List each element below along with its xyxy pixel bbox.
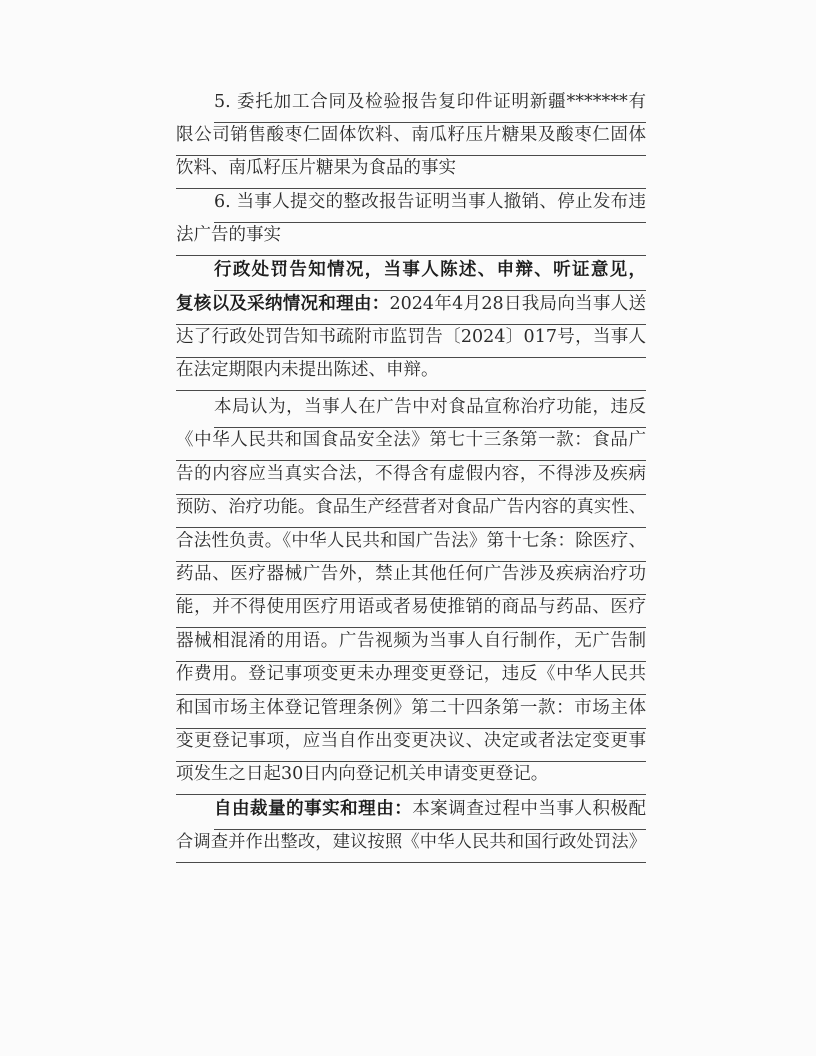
text-line-2: 限公司销售酸枣仁固体饮料、南瓜籽压片糖果及酸枣仁固体 xyxy=(176,121,646,156)
text-line-1: 5. 委托加工合同及检验报告复印件证明新疆*******有 xyxy=(214,88,646,123)
text-line-19: 和国市场主体登记管理条例》第二十四条第一款：市场主体 xyxy=(176,694,646,729)
text-line-15: 药品、医疗器械广告外，禁止其他任何广告涉及疾病治疗功 xyxy=(176,560,646,595)
text-line-14: 合法性负责。《中华人民共和国广告法》第十七条：除医疗、 xyxy=(176,527,646,562)
text-line-21: 项发生之日起30日内向登记机关申请变更登记。 xyxy=(176,760,646,795)
text-line-17: 器械相混淆的用语。广告视频为当事人自行制作，无广告制 xyxy=(176,627,646,662)
text-line-10: 本局认为，当事人在广告中对食品宣称治疗功能，违反 xyxy=(214,393,646,428)
text-line-3: 饮料、南瓜籽压片糖果为食品的事实 xyxy=(176,154,646,189)
text-line-9: 在法定期限内未提出陈述、申辩。 xyxy=(176,356,646,391)
text-line-13: 预防、治疗功能。食品生产经营者对食品广告内容的真实性、 xyxy=(176,493,646,528)
text-line-5: 法广告的事实 xyxy=(176,221,646,256)
text-line-6: 行政处罚告知情况，当事人陈述、申辩、听证意见， xyxy=(214,256,646,291)
text-line-4: 6. 当事人提交的整改报告证明当事人撤销、停止发布违 xyxy=(214,188,646,223)
text-line-7: 复核以及采纳情况和理由：2024年4月28日我局向当事人送 xyxy=(176,290,646,325)
text-line-18: 作费用。登记事项变更未办理变更登记，违反《中华人民共 xyxy=(176,660,646,695)
text-line-23: 合调查并作出整改，建议按照《中华人民共和国行政处罚法》 xyxy=(176,828,646,863)
text-line-11: 《中华人民共和国食品安全法》第七十三条第一款：食品广 xyxy=(176,426,646,461)
text-line-8: 达了行政处罚告知书疏附市监罚告〔2024〕017号，当事人 xyxy=(176,323,646,358)
text-line-16: 能，并不得使用医疗用语或者易使推销的商品与药品、医疗 xyxy=(176,593,646,628)
text-line-22: 自由裁量的事实和理由：本案调查过程中当事人积极配 xyxy=(214,795,646,830)
text-line-12: 告的内容应当真实合法，不得含有虚假内容，不得涉及疾病 xyxy=(176,460,646,495)
text-line-20: 变更登记事项，应当自作出变更决议、决定或者法定变更事 xyxy=(176,727,646,762)
